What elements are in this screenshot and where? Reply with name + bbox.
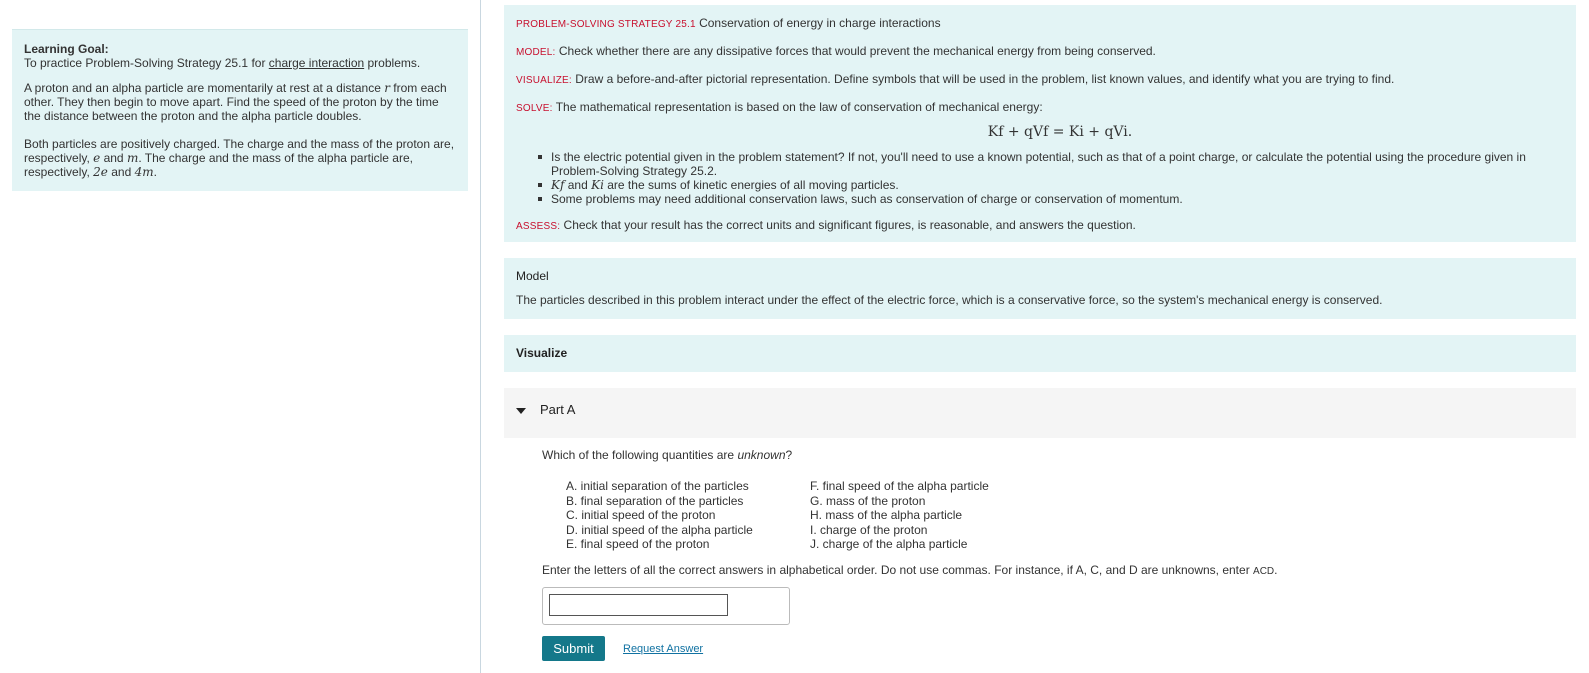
strategy-model: MODEL: Check whether there are any dissipative forces that would prevent the mechanical energy from being conserved. <box>516 44 1156 58</box>
answer-instructions: Enter the letters of all the correct answers in alphabetical order. Do not use commas. For instance, if A, C, and D are unknowns, enter ACD. <box>542 563 1278 577</box>
strategy-assess: ASSESS: Check that your result has the correct units and significant figures, is reasonable, and answers the question. <box>516 218 1136 232</box>
strategy-bullets <box>538 150 1564 206</box>
strategy-solve: SOLVE: The mathematical representation is based on the law of conservation of mechanical energy: <box>516 100 1043 114</box>
option-item: J. charge of the alpha particle <box>810 537 968 552</box>
question-text: Which of the following quantities are unknown? <box>542 448 793 462</box>
learning-goal-panel <box>12 29 468 191</box>
problem-paragraph-1: A proton and an alpha particle are momentarily at rest at a distance r from each other. They then begin to move apart. Find the speed of the proton by the time the distance between the proton and the alpha particle doubles. <box>24 81 447 123</box>
option-item: D. initial speed of the alpha particle <box>566 522 753 537</box>
options-list <box>566 479 989 552</box>
option-item: F. final speed of the alpha particle <box>810 479 989 493</box>
options-column-right <box>810 479 989 552</box>
option-item: E. final speed of the proton <box>566 537 710 552</box>
model-section <box>504 258 1576 319</box>
bullet-item: Kf and Ki are the sums of kinetic energies of all moving particles. <box>538 178 1564 192</box>
option-item: B. final separation of the particles <box>566 493 744 508</box>
option-item: I. charge of the proton <box>810 522 928 537</box>
answer-input[interactable] <box>549 594 728 616</box>
learning-goal-line: To practice Problem-Solving Strategy 25.1 for charge interaction problems. <box>24 56 421 70</box>
model-heading: Model <box>516 269 549 283</box>
problem-paragraph-2: Both particles are positively charged. The charge and the mass of the proton are, respectively, e and m. The charge and the mass of the alpha particle are, respectively, 2e and 4m. <box>24 137 455 179</box>
options-column-left <box>566 479 810 552</box>
part-a-header[interactable] <box>504 388 1576 438</box>
part-a-title: Part A <box>540 402 576 417</box>
option-item: H. mass of the alpha particle <box>810 508 963 523</box>
request-answer-link[interactable]: Request Answer <box>623 643 704 655</box>
learning-goal-header <box>24 42 456 70</box>
strategy-title: PROBLEM-SOLVING STRATEGY 25.1 Conservation of energy in charge interactions <box>516 16 941 30</box>
learning-goal-title: Learning Goal: <box>24 42 109 56</box>
strategy-box <box>504 5 1576 242</box>
answer-container <box>542 587 790 625</box>
column-divider <box>480 0 481 673</box>
charge-interaction-link[interactable]: charge interaction <box>268 56 365 70</box>
model-text: The particles described in this problem interact under the effect of the electric force, which is a conservative force, so the system's mechanical energy is conserved. <box>516 293 1383 307</box>
option-item: G. mass of the proton <box>810 493 926 508</box>
visualize-section[interactable]: Visualize <box>504 335 1576 372</box>
strategy-visualize: VISUALIZE: Draw a before-and-after pictorial representation. Define symbols that will be used in the problem, list known values, and identify what you are trying to find. <box>516 72 1395 86</box>
collapse-triangle-icon[interactable] <box>516 408 526 414</box>
energy-formula: Kf + qVf = Ki + qVi. <box>987 124 1133 140</box>
bullet-item: Some problems may need additional conservation laws, such as conservation of charge or conservation of momentum. <box>538 192 1564 206</box>
bullet-item: Is the electric potential given in the problem statement? If not, you'll need to use a known potential, such as that of a point charge, or calculate the potential using the procedure given in Problem-Solving Strategy 25.2. <box>538 150 1564 178</box>
option-item: A. initial separation of the particles <box>566 479 749 493</box>
submit-button[interactable]: Submit <box>542 636 605 661</box>
option-item: C. initial speed of the proton <box>566 508 716 523</box>
